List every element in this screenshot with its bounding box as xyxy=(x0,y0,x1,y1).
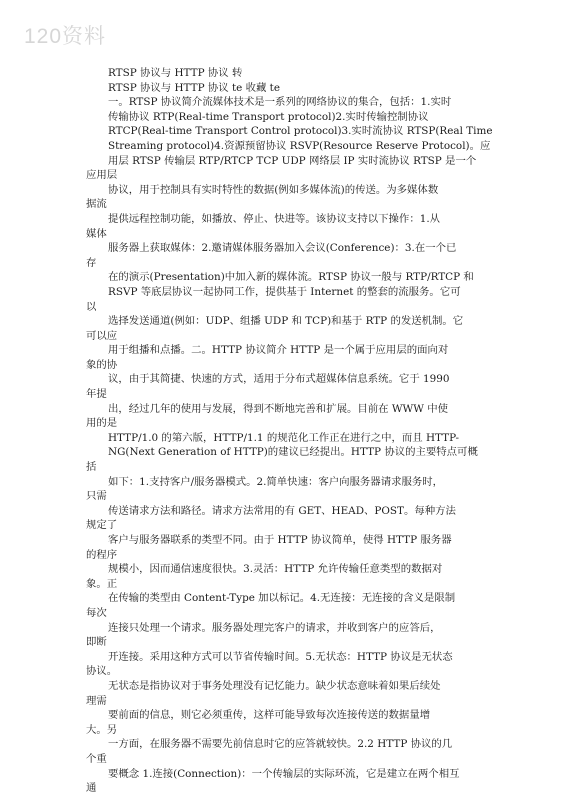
text-line: RSVP 等底层协议一起协同工作，提供基于 Internet 的整套的流服务。它可 xyxy=(108,285,461,298)
text-line: 服务器上获取媒体：2.邀请媒体服务器加入会议(Conference)：3.在一个已 xyxy=(108,242,457,255)
text-line: 出，经过几年的使用与发展，得到不断地完善和扩展。目前在 WWW 中使 xyxy=(108,402,448,415)
text-line: 在传输的类型由 Content-Type 加以标记。4.无连接：无连接的含义是限制 xyxy=(108,592,456,605)
watermark-logo: 120资料 xyxy=(24,25,107,48)
text-line: 选择发送通道(例如：UDP、组播 UDP 和 TCP)和基于 RTP 的发送机制。它 xyxy=(108,315,464,328)
text-line: 只需 xyxy=(86,490,107,503)
text-line: 即断 xyxy=(86,636,107,649)
text-line: 用的是 xyxy=(86,417,118,430)
text-line: 象的协 xyxy=(86,358,118,371)
text-line: RTSP 协议与 HTTP 协议 转 xyxy=(108,67,243,79)
text-line: 大。另 xyxy=(86,723,118,736)
text-line: 如下：1.支持客户/服务器模式。2.简单快速：客户向服务器请求服务时， xyxy=(108,475,444,488)
text-line: 应用层 xyxy=(86,169,118,182)
text-line: 客户与服务器联系的类型不同。由于 HTTP 协议简单，使得 HTTP 服务器 xyxy=(108,534,452,546)
text-line: RTSP 协议与 HTTP 协议 te 收藏 te xyxy=(108,81,280,94)
text-line: 协议，用于控制具有实时特性的数据(例如多媒体流)的传送。为多媒体数 xyxy=(108,183,439,196)
text-line: 协议。 xyxy=(86,665,118,678)
text-line: 可以应 xyxy=(86,329,118,342)
text-line: Streaming protocol)4.资源预留协议 RSVP(Resource Reserve Protocol)。应 xyxy=(108,139,491,152)
text-line: 用于组播和点播。二。HTTP 协议简介 HTTP 是一个属于应用层的面向对 xyxy=(108,344,449,357)
text-line: 以 xyxy=(86,300,97,313)
text-line: 要概念 1.连接(Connection)：一个传输层的实际环流，它是建立在两个相互 xyxy=(108,767,460,780)
text-line: 年提 xyxy=(86,388,107,401)
text-line: NG(Next Generation of HTTP)的建议已经提出。HTTP 协议的主要特点可概 xyxy=(108,446,478,459)
text-line: 无状态是指协议对于事务处理没有记忆能力。缺少状态意味着如果后续处 xyxy=(108,679,441,692)
text-line: 理需 xyxy=(86,694,107,707)
text-line: HTTP/1.0 的第六版，HTTP/1.1 的规范化工作正在进行之中，而且 HTTP- xyxy=(108,431,460,444)
text-line: 一方面，在服务器不需要先前信息时它的应答就较快。2.2 HTTP 协议的几 xyxy=(108,738,453,751)
text-line: 每次 xyxy=(86,606,107,619)
text-line: 个重 xyxy=(86,752,107,765)
text-line: 通 xyxy=(86,782,97,795)
text-line: 据流 xyxy=(86,198,107,211)
text-line: 连接只处理一个请求。服务器处理完客户的请求，并收到客户的应答后， xyxy=(108,621,441,634)
text-line: 用层 RTSP 传输层 RTP/RTCP TCP UDP 网络层 IP 实时流协议 RTSP 是一个 xyxy=(108,154,477,167)
text-line: 要前面的信息，则它必须重传，这样可能导致每次连接传送的数据量增 xyxy=(108,709,431,722)
text-line: 议，由于其简捷、快速的方式，适用于分布式超媒体信息系统。它于 1990 xyxy=(108,373,450,386)
text-line: 传送请求方法和路径。请求方法常用的有 GET、HEAD、POST。每种方法 xyxy=(108,504,456,517)
document-body xyxy=(86,66,493,796)
text-line: 一。RTSP 协议简介流媒体技术是一系列的网络协议的集合，包括：1.实时 xyxy=(108,96,452,109)
text-line: 提供远程控制功能，如播放、停止、快进等。该协议支持以下操作：1.从 xyxy=(108,212,441,225)
text-line: 规定了 xyxy=(86,519,118,532)
text-line: 括 xyxy=(86,461,97,474)
text-line: RTCP(Real-time Transport Control protocol)3.实时流协议 RTSP(Real Time xyxy=(108,125,493,138)
text-line: 媒体 xyxy=(86,227,107,240)
text-line: 象。正 xyxy=(86,577,118,590)
text-line: 开连接。采用这种方式可以节省传输时间。5.无状态：HTTP 协议是无状态 xyxy=(108,650,453,663)
text-line: 规模小，因而通信速度很快。3.灵活：HTTP 允许传输任意类型的数据对 xyxy=(108,563,443,576)
text-line: 在的演示(Presentation)中加入新的媒体流。RTSP 协议一般与 RTP/RTCP 和 xyxy=(108,271,474,284)
text-line: 存 xyxy=(86,256,97,269)
text-line: 的程序 xyxy=(86,548,118,561)
text-line: 传输协议 RTP(Real-time Transport protocol)2.实时传输控制协议 xyxy=(108,110,429,123)
